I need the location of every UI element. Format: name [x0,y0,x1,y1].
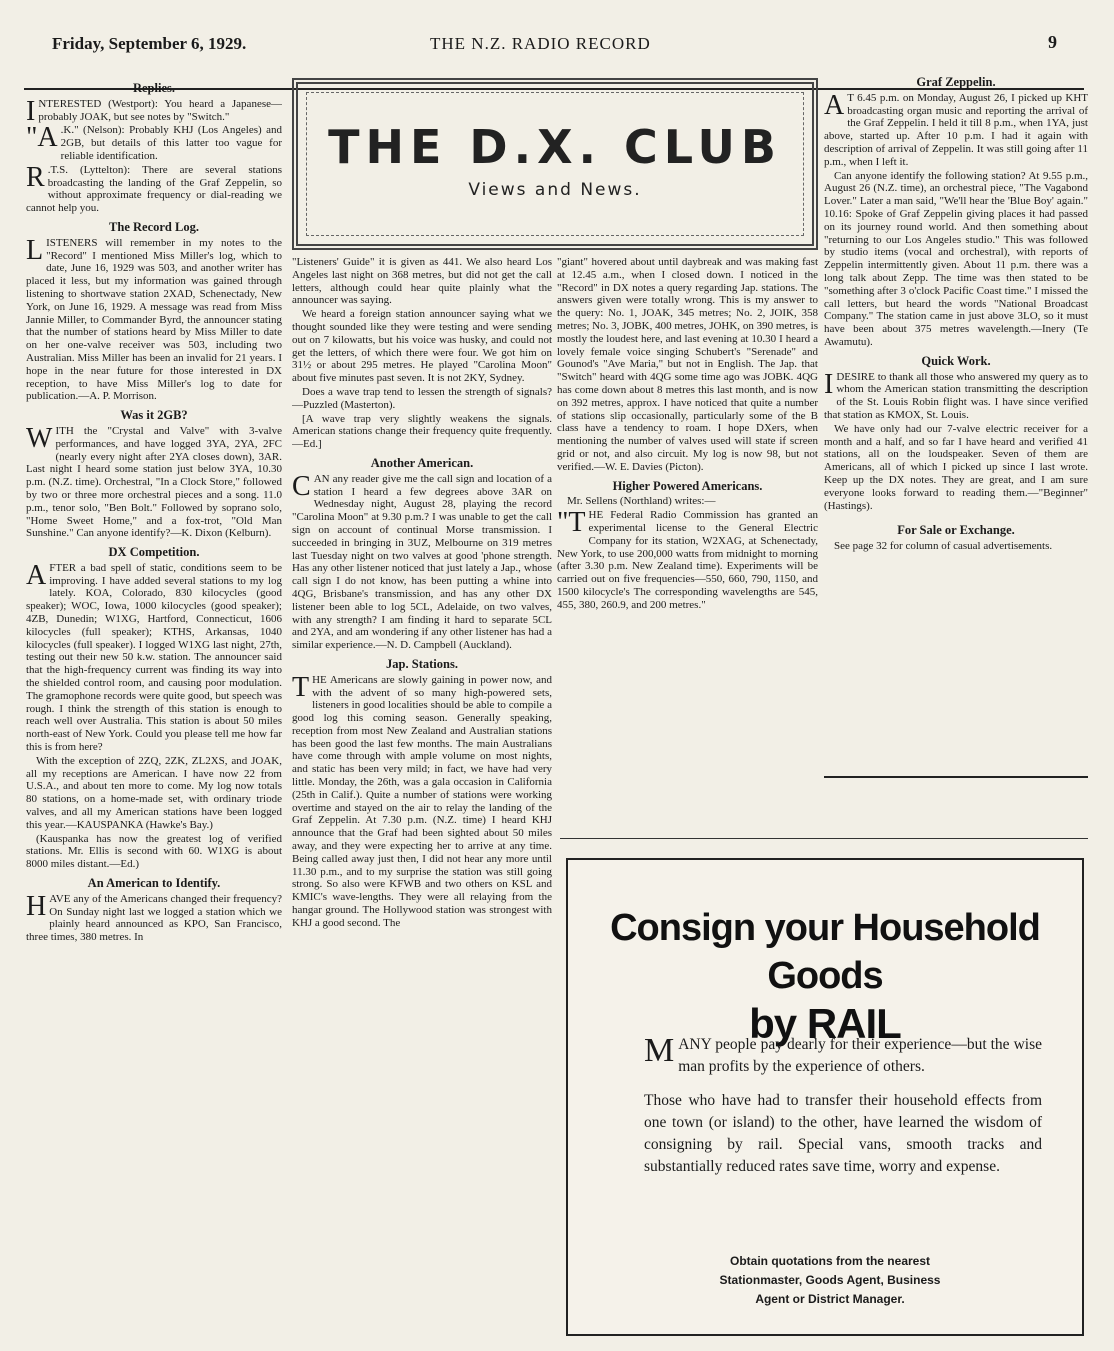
banner-title: THE D.X. CLUB [328,120,782,174]
ad-paragraph: Those who have had to transfer their household effects from one town (or island) to the other, have learned the wisdom of consigning by rail. Special vans, smooth tracks and substantially reduced rates save time, worry and expense. [644,1092,1042,1175]
ad-headline-line: by RAIL [749,1000,901,1047]
article-paragraph: "Listeners' Guide" it is given as 441. We also heard Los Angeles last night on 368 metres, but did not get the call letters, although could hear quite plainly what the announcer was saying. [292,256,552,307]
ad-body [644,1034,1042,1190]
section-heading-jap-stations: Jap. Stations. [386,656,458,671]
article-paragraph: IDESIRE to thank all those who answered my query as to whom the American station transmitting the description of the St. Louis Robin flight was. I have since verified that station as KMOX, St. Louis. [824,368,1088,421]
article-paragraph: LISTENERS will remember in my notes to the "Record" I mentioned Miss Miller's log, which to date, June 16, 1929 was 503, and another writer has placed it less, but my information was gained through listening to shortwave station 2XAD, Schenectady, New York, on June 16, 1929. A message was read from Miss Jannie Miller, to Commander Byrd, the announcer stating that the number of stations heard by Miss Miller to date on her one-valve receiver was 503, including two Australian. Miss Miller has been an invalid for 21 years. I hope in the near future for those interested in DX reception, to have Miss Miller's log to date for publication.—A. P. Morrison. [26,234,282,403]
section-heading-for-sale: For Sale or Exchange. [897,523,1015,538]
ad-footer-line: Obtain quotations from the nearest [729,1254,930,1268]
column-4 [824,70,1088,830]
column-1 [26,76,282,1340]
article-paragraph: Can anyone identify the following station? At 9.55 p.m., August 26 (N.Z. time), an orchestral piece, "The Vagabond Lover." Later a man said, "We'll hear the 'Blue Boy' again." 10.16: Spoke of Graf Zeppelin giving places it had passed on its journey round world. And then something about "returning to our Los Angeles studio." This was followed by studio items (vocal and orchestral), with reports of Zeppelin intermittently given. About 11 p.m. there was a long talk about Zepp. The time was then stated to be "something after 3 o'clock Pacific Coast time." I missed the call letters, but heard the words "National Broadcast Company." The station came in just above 3LO, so it must have been about 375 metres wavelength.—Inery (Te Awamutu). [824,169,1088,348]
section-heading-record-log: The Record Log. [109,219,199,234]
section-heading-was-it-2gb: Was it 2GB? [120,408,188,423]
article-paragraph: AFTER a bad spell of static, conditions seem to be improving. I have added several stations to my log lately. KOA, Colorado, 830 kilocycles (good speaker); WOC, Iowa, 1000 kilocycles (good speaker); 4ZB, Dunedin; W1XG, Hartford, Connecticut, 1606 kilocycles (full speaker); KTHS, Arkansas, 1040 kilocycles (full speaker). I logged W1XG last night, 27th, testing out their new 50 k.w. station. The announcer said that the high-frequency current was finding its way into the shielded control room, and causing poor modulation. The gramophone records were quite good, but speech was rough. I think the strength of this station is enough to reach well over Australia. This station is about 50 miles north-east of New York. Could you please tell me how far this is from here? [26,559,282,754]
section-heading-higher-powered: Higher Powered Americans. [612,478,763,493]
reply-paragraph: "A .K." (Nelson): Probably KHJ (Los Angeles) and 2GB, but details of this latter too vague for reliable identification. [26,122,282,162]
article-paragraph: See page 32 for column of casual advertisements. [834,540,1053,553]
ad-footer-line: Agent or District Manager. [755,1292,905,1306]
section-heading-graf-zeppelin: Graf Zeppelin. [916,75,996,89]
publication-title: THE N.Z. RADIO RECORD [430,34,651,53]
section-divider [824,776,1088,778]
article-paragraph: With the exception of 2ZQ, 2ZK, ZL2XS, and JOAK, all my receptions are American. I have now 22 from U.S.A., and about ten more to come. My log now totals 80 stations, on a home-made set, with ordinary triode valves, and all my American stations have been logged this year.—KAUSPANKA (Hawke's Bay.) [26,754,282,831]
article-paragraph: CAN any reader give me the call sign and location of a station I heard a few degrees above 3AR on Wednesday night, August 28, playing the record "Carolina Moon" at 9.30 p.m.? I was unable to get the call sign on account of continual Morse transmission. I succeeded in bringing in 3UZ, Melbourne on 319 metres last Tuesday night on two valves at good 'phone strength. Has any other listener noticed that just lately a Jap., whose call sign I do not know, has been putting a whine into 4QG, Brisbane's transmission, and has any other DX listener been able to log 5CL, Adelaide, on two valves, with any strength? I am finding it hard to separate 5CL and 2YA, and am wondering if any other listener has had a similar experience.—N. D. Campbell (Auckland). [292,470,552,652]
ad-paragraph: MANY people pay dearly for their experience—but the wise man profits by the experience of others. [644,1032,1042,1075]
column-2 [292,256,552,1340]
page-number: 9 [1048,32,1057,52]
section-heading-dx-competition: DX Competition. [108,545,200,560]
reply-paragraph: R .T.S. (Lyttelton): There are several stations broadcasting the landing of the Graf Zeppelin, so without approximate frequency or dial-reading we cannot help you. [26,161,282,215]
column-divider [560,838,1088,839]
article-paragraph: We heard a foreign station announcer saying what we thought sounded like they were testing and were sending out on 7 kilowatts, but his voice was husky, and could not get the letters, of which there were four. We got him on 31½ or about 295 metres. He played "Carolina Moon" about five minutes past seven. It is not 2KY, Sydney. [292,308,552,385]
article-paragraph: WITH the "Crystal and Valve" with 3-valve performances, and have logged 3YA, 2YA, 2FC (nearly every night after 2YA closes down), 3AR. Last night I heard some station just below 3YA, 10.30 p.m. (N.Z. time). Orchestral, "In a Clock Store," followed by two or three more orchestral pieces and a song. 11.0 p.m., tenor solo, "Ben Bolt." Followed by soprano solo, "Home Sweet Home," and a fox-trot, "Old Man Sunshine." Can anyone identify?—K. Dixon (Kelburn). [26,422,282,540]
article-paragraph: THE Americans are slowly gaining in power now, and with the advent of so many high-powered sets, listeners in good localities should be able to compile a good log this coming season. Generally speaking, reception from most New Zealand and Australian stations has been good the last few months. The main Australians have come through with ample volume on most nights, and static has been very mild; in fact, we have had very little. Monday, the 26th, was a gala occasion in California (25th in Calif.). Quite a number of stations were working overtime and stayed on the air to relay the landing of the Graf Zeppelin. At 7.30 p.m. (N.Z. time) I heard KHJ announce that the Graf had been sighted about 50 miles away, and they were expecting her to arrive at any time. Being called away just then, I did not hear any more until 11.30 p.m., and to my surprise the station was still going strong. So also were KFWB and two others on KSL and KMIC's wave-lengths. They were all relaying from the hangar ground. The Hollywood station was strongest with KHJ a good second. The [292,671,552,929]
editor-note: (Kauspanka has now the greatest log of verified stations. Mr. Ellis is second with 60. W1XG is about 8000 miles distant.—Ed.) [26,832,282,871]
article-paragraph: "THE Federal Radio Commission has granted an experimental license to the General Electric Company for its station, W2XAG, at Schenectady, New York, to use 200,000 watts from midnight to morning (after 3.30 p.m. New Zealand time). Experiments will be carried out on five frequencies—550, 660, 790, 1150, and 1500 kilocycle's The corresponding wavelengths are 545, 455, 380, 260.9, and 200 metres." [557,507,818,611]
ad-footer [638,1252,1022,1309]
article-paragraph: We have only had our 7-valve electric receiver for a month and a half, and so far I have heard and verified 41 stations, all on the loudspeaker. Seven of them are Americans, all of which I picked up since I last wrote. Keep up the DX notes. They are great, and I am sure everyone looks forward to reading them.—"Beginner" (Hastings). [824,422,1088,512]
editor-note: [A wave trap very slightly weakens the signals. American stations change their frequency quite frequently.—Ed.] [292,412,552,451]
banner-subtitle: Views and News. [468,180,642,200]
rail-advertisement [566,858,1084,1336]
article-paragraph: A T 6.45 p.m. on Monday, August 26, I picked up KHT broadcasting organ music and reporting the arrival of the Graf Zeppelin. I held it till 8 p.m., when 1YA, just above, started up. After 10 p.m. I had it again with description of arrival of Zeppelin. It was still going after 11 p.m., when I left it. [824,89,1088,168]
ad-footer-line: Stationmaster, Goods Agent, Business [719,1273,941,1287]
article-paragraph: HAVE any of the Americans changed their frequency? On Sunday night last we logged a station which we plainly heard announced as KPO, San Francisco, three times, 380 metres. In [26,890,282,944]
ad-headline [568,904,1082,1048]
reply-paragraph: INTERESTED (Westport): You heard a Japanese—probably JOAK, but see notes by "Switch." [26,95,282,127]
article-paragraph: Does a wave trap tend to lessen the strength of signals?—Puzzled (Masterton). [292,385,552,411]
section-heading-replies: Replies. [132,81,175,95]
issue-date: Friday, September 6, 1929. [52,34,247,53]
section-heading-quick-work: Quick Work. [921,353,991,368]
column-3 [557,256,818,826]
page-header [0,30,1114,66]
article-intro: Mr. Sellens (Northland) writes:— [567,495,716,508]
article-paragraph: "giant" hovered about until daybreak and was making fast at 12.45 a.m., when I closed down. I noticed in the "Record" in DX notes a query regarding Jap. stations. The answers given were totally wrong. This is my answer to the query: No. 1, JOAK, 345 metres; No. 2, JOIK, 358 metres; No. 3, JOBK, 400 metres, JOHK, on 390 metres, is mostly the loudest here, and last evening at 10.30 I heard a lovely female voice singing Schubert's "Serenade" and Gounod's "Ave Maria," but not in English. The Jap. that "Switch" heard with 4QG some time ago was JOBK. 4QG has come down about 8 metres this last month, and is now on 392 metres, approx. I have noticed that quite a number of stations slip occasionally, particularly some of the B class have a tendency to roam. I hope DXers, when mentioning the number of valves used will state if screen grid or not, and also circuit. My log is now 98, but not verified.—W. E. Davies (Picton). [557,256,818,473]
section-heading-another-american: Another American. [370,455,474,470]
section-heading-american-to-identify: An American to Identify. [87,876,221,891]
dx-club-banner [292,78,818,250]
ad-headline-line: Consign your Household Goods [610,907,1040,997]
